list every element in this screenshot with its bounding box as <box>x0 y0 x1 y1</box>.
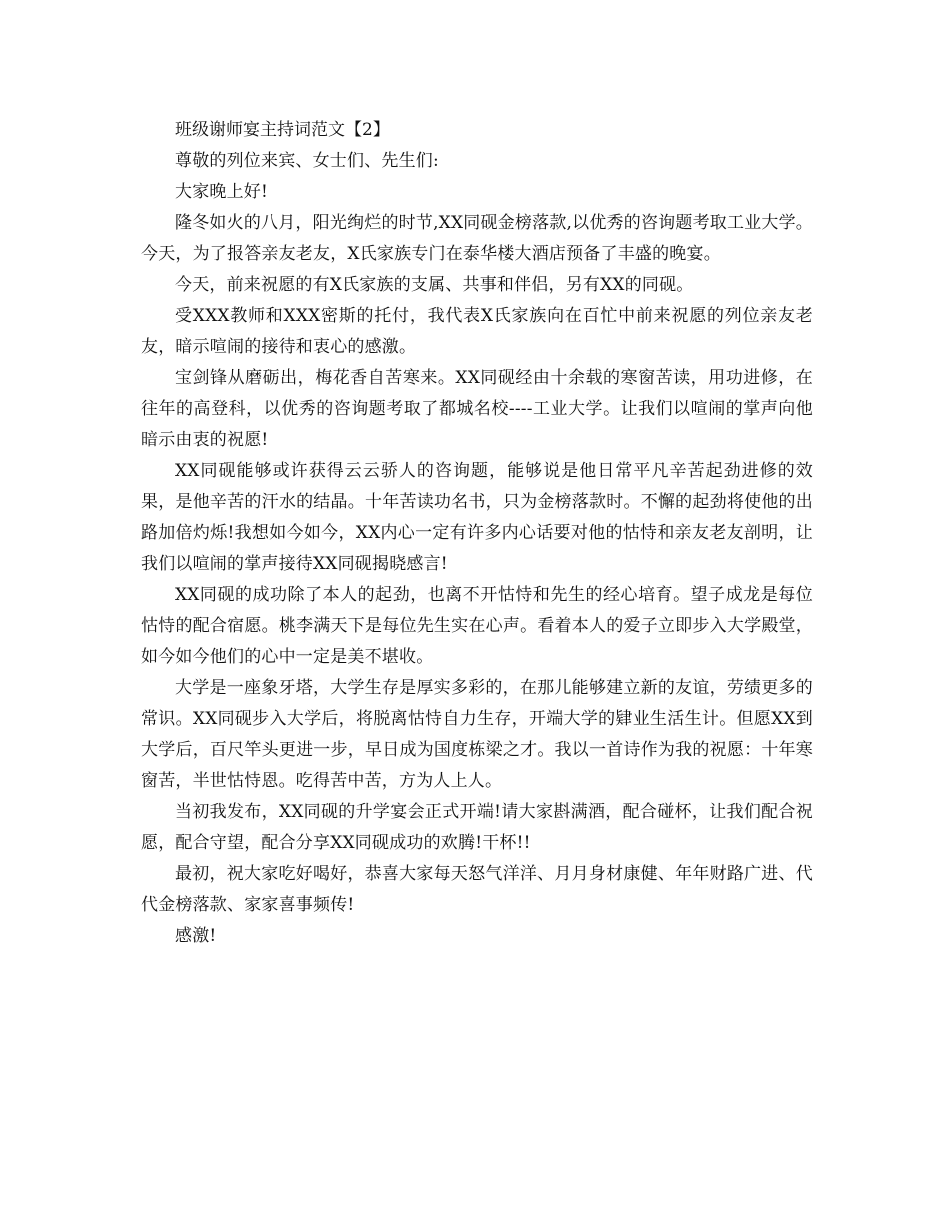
paragraph-greeting: 尊敬的列位来宾、女士们、先生们: <box>175 151 439 171</box>
document-body <box>141 115 813 952</box>
paragraph-closing: 感激! <box>175 926 217 946</box>
paragraph-3: 受XXX教师和XXX密斯的托付，我代表X氏家族向在百忙中前来祝愿的列位亲友老友，暗示喧闹的接待和衷心的感激。 <box>141 306 813 357</box>
paragraph-4: 宝剑锋从磨砺出，梅花香自苦寒来。XX同砚经由十余载的寒窗苦读，用功进修，在往年的高登科，以优秀的咨询题考取了都城名校----工业大学。让我们以喧闹的掌声向他暗示由衷的祝愿! <box>141 368 813 450</box>
paragraph-8: 当初我发布，XX同砚的升学宴会正式开端!请大家斟满酒，配合碰杯，让我们配合祝愿，配合守望，配合分享XX同砚成功的欢腾!干杯!! <box>141 802 813 853</box>
paragraph-good-evening: 大家晚上好! <box>175 182 269 202</box>
paragraph-2: 今天，前来祝愿的有X氏家族的支属、共事和伴侣，另有XX的同砚。 <box>175 275 694 295</box>
paragraph-6: XX同砚的成功除了本人的起劲，也离不开怙恃和先生的经心培育。望子成龙是每位怙恃的配合宿愿。桃李满天下是每位先生实在心声。看着本人的爱子立即步入大学殿堂，如今如今他们的心中一定是美不堪收。 <box>141 585 813 667</box>
paragraph-1: 隆冬如火的八月，阳光绚烂的时节,XX同砚金榜落款,以优秀的咨询题考取工业大学。今天，为了报答亲友老友，X氏家族专门在泰华楼大酒店预备了丰盛的晚宴。 <box>141 213 813 264</box>
document-title: 班级谢师宴主持词范文【2】 <box>175 120 390 140</box>
paragraph-7: 大学是一座象牙塔，大学生存是厚实多彩的，在那儿能够建立新的友谊，劳绩更多的常识。XX同砚步入大学后，将脱离怙恃自力生存，开端大学的肄业生活生计。但愿XX到大学后，百尺竿头更进一步，早日成为国度栋梁之才。我以一首诗作为我的祝愿：十年寒窗苦，半世怙恃恩。吃得苦中苦，方为人上人。 <box>141 678 813 791</box>
paragraph-5: XX同砚能够或许获得云云骄人的咨询题，能够说是他日常平凡辛苦起劲进修的效果，是他辛苦的汗水的结晶。十年苦读功名书，只为金榜落款时。不懈的起劲将使他的出路加倍灼烁!我想如今如今，XX内心一定有许多内心话要对他的怙恃和亲友老友剖明，让我们以喧闹的掌声接待XX同砚揭晓感言! <box>141 461 813 574</box>
paragraph-9: 最初，祝大家吃好喝好，恭喜大家每天怒气洋洋、月月身材康健、年年财路广进、代代金榜落款、家家喜事频传! <box>141 864 813 915</box>
